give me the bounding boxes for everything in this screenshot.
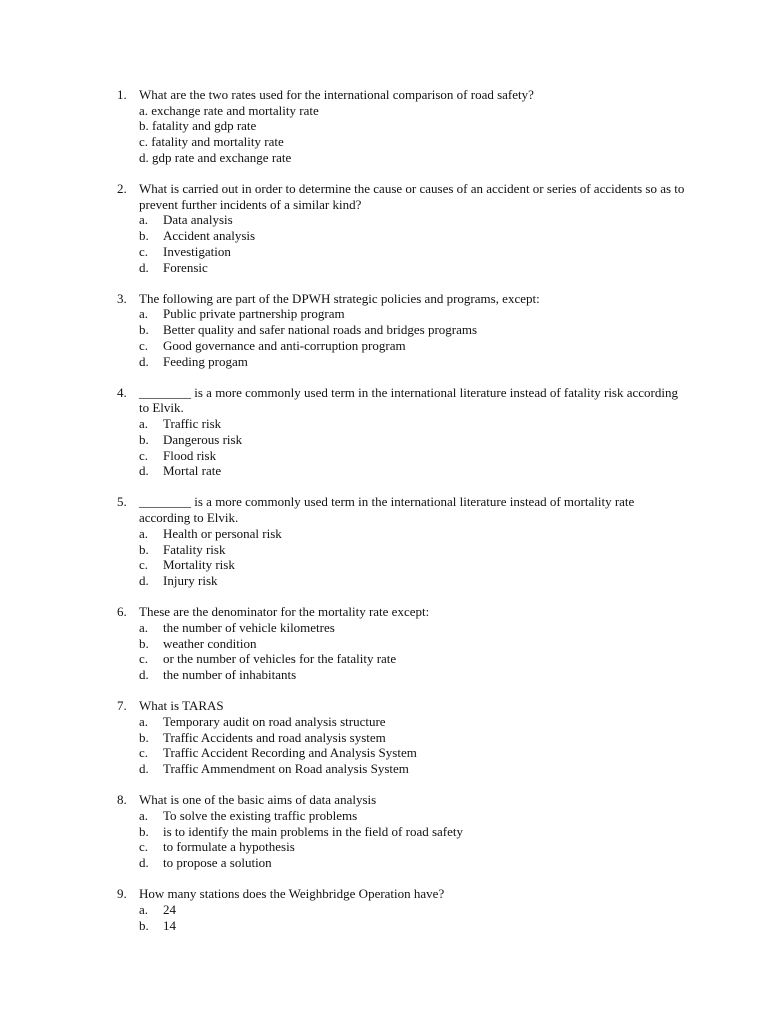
question-text: What are the two rates used for the international comparison of road safety?	[139, 87, 534, 102]
answer-option	[139, 918, 687, 934]
answer-option: d. gdp rate and exchange rate	[139, 149, 292, 165]
option-text: 14	[163, 917, 176, 933]
question-text: What is TARAS	[139, 698, 224, 714]
answer-option	[139, 667, 687, 683]
answer-option: a. exchange rate and mortality rate	[139, 102, 319, 118]
question-text: ________ is a more commonly used term in the international literature instead of mortality rate according to Elvik.	[139, 494, 635, 526]
answer-options	[139, 416, 687, 479]
question-7	[117, 698, 687, 777]
option-letter: b.	[139, 635, 149, 651]
answer-option	[139, 228, 687, 244]
answer-options	[139, 103, 687, 166]
answer-option	[139, 714, 687, 730]
question-8	[117, 792, 687, 871]
question-6	[117, 604, 687, 683]
question-text: What is one of the basic aims of data analysis	[139, 792, 377, 808]
option-letter: d.	[139, 463, 149, 479]
answer-option	[139, 557, 687, 573]
option-letter: b.	[139, 541, 149, 557]
option-text: Accident analysis	[163, 228, 256, 244]
answer-option	[139, 730, 687, 746]
answer-option	[139, 354, 687, 370]
question-5	[117, 494, 687, 588]
option-letter: d.	[139, 353, 149, 369]
option-letter: c.	[139, 651, 149, 667]
option-text: weather condition	[163, 635, 257, 651]
question-text: The following are part of the DPWH strategic policies and programs, except:	[139, 290, 540, 306]
question-number: 2.	[117, 181, 127, 197]
question-4	[117, 385, 687, 479]
answer-option	[139, 416, 687, 432]
option-letter: a.	[139, 416, 149, 432]
answer-option	[139, 620, 687, 636]
answer-options	[139, 526, 687, 589]
answer-options	[139, 620, 687, 683]
option-text: the number of vehicle kilometres	[163, 619, 335, 635]
option-letter: b.	[139, 917, 149, 933]
option-text: the number of inhabitants	[163, 667, 297, 682]
option-text: Better quality and safer national roads and bridges programs	[163, 322, 478, 338]
answer-option	[139, 542, 687, 558]
answer-option	[139, 839, 687, 855]
option-letter: b.	[139, 431, 149, 447]
answer-option	[139, 745, 687, 761]
question-number: 4.	[117, 384, 127, 400]
option-letter: a.	[139, 807, 149, 823]
option-text: Mortal rate	[163, 463, 222, 479]
option-letter: a.	[139, 901, 149, 917]
answer-option	[139, 244, 687, 260]
option-text: to propose a solution	[163, 855, 272, 871]
question-2	[117, 181, 687, 275]
option-text: or the number of vehicles for the fatality rate	[163, 651, 397, 667]
question-list	[117, 87, 687, 949]
answer-option	[139, 902, 687, 918]
option-letter: b.	[139, 823, 149, 839]
option-text: Traffic risk	[163, 416, 222, 432]
option-text: Investigation	[163, 243, 231, 259]
answer-options	[139, 306, 687, 369]
option-letter: d.	[139, 572, 149, 588]
option-letter: c.	[139, 337, 149, 353]
option-text: Mortality risk	[163, 557, 235, 573]
option-text: Dangerous risk	[163, 431, 243, 447]
option-text: Feeding progam	[163, 353, 248, 369]
option-text: Traffic Accident Recording and Analysis System	[163, 745, 417, 761]
answer-option	[139, 212, 687, 228]
question-text: These are the denominator for the mortality rate except:	[139, 604, 430, 620]
answer-option: b. fatality and gdp rate	[139, 118, 257, 134]
option-letter: d.	[139, 761, 149, 777]
answer-option	[139, 463, 687, 479]
option-letter: b.	[139, 322, 149, 338]
option-letter: d.	[139, 855, 149, 871]
question-text: ________ is a more commonly used term in the international literature instead of fatality risk according to Elvik.	[139, 384, 678, 416]
option-letter: c.	[139, 557, 149, 573]
answer-options	[139, 808, 687, 871]
answer-options	[139, 212, 687, 275]
question-3	[117, 291, 687, 370]
option-text: Traffic Ammendment on Road analysis System	[163, 761, 409, 777]
option-text: Public private partnership program	[163, 306, 345, 322]
answer-option	[139, 761, 687, 777]
option-letter: c.	[139, 745, 149, 761]
question-number: 6.	[117, 604, 127, 620]
option-text: Flood risk	[163, 447, 217, 463]
option-text: Traffic Accidents and road analysis system	[163, 729, 386, 745]
question-number: 8.	[117, 792, 127, 808]
answer-option: c. fatality and mortality rate	[139, 134, 284, 150]
option-text: 24	[163, 901, 176, 917]
option-letter: d.	[139, 259, 149, 275]
answer-option	[139, 855, 687, 871]
answer-options	[139, 714, 687, 777]
option-text: Forensic	[163, 259, 208, 275]
question-text: How many stations does the Weighbridge Operation have?	[139, 886, 445, 902]
option-letter: c.	[139, 447, 149, 463]
answer-option	[139, 526, 687, 542]
option-letter: b.	[139, 729, 149, 745]
answer-option	[139, 808, 687, 824]
question-number: 3.	[117, 290, 127, 306]
answer-option	[139, 260, 687, 276]
answer-option	[139, 636, 687, 652]
answer-option	[139, 338, 687, 354]
answer-option	[139, 651, 687, 667]
option-text: Data analysis	[163, 212, 233, 228]
question-1	[117, 87, 687, 166]
answer-options	[139, 902, 687, 933]
answer-option	[139, 448, 687, 464]
option-letter: a.	[139, 525, 149, 541]
option-text: Injury risk	[163, 572, 218, 588]
option-letter: b.	[139, 228, 149, 244]
question-number: 9.	[117, 886, 127, 902]
option-letter: d.	[139, 667, 149, 682]
question-number: 7.	[117, 698, 127, 714]
option-letter: a.	[139, 619, 149, 635]
option-text: is to identify the main problems in the field of road safety	[163, 823, 464, 839]
question-text: What is carried out in order to determine the cause or causes of an accident or series of accidents so as to prevent further incidents of a similar kind?	[139, 181, 685, 212]
option-text: Fatality risk	[163, 541, 226, 557]
option-text: to formulate a hypothesis	[163, 839, 295, 855]
option-letter: a.	[139, 306, 149, 322]
option-letter: a.	[139, 713, 149, 729]
answer-option	[139, 824, 687, 840]
option-letter: a.	[139, 212, 149, 228]
answer-option	[139, 432, 687, 448]
question-number: 5.	[117, 494, 127, 510]
question-9	[117, 886, 687, 933]
option-text: Good governance and anti-corruption program	[163, 337, 406, 353]
option-text: Health or personal risk	[163, 525, 282, 541]
option-text: To solve the existing traffic problems	[163, 807, 358, 823]
answer-option	[139, 306, 687, 322]
question-number: 1.	[117, 87, 127, 102]
option-letter: c.	[139, 243, 149, 259]
answer-option	[139, 322, 687, 338]
answer-option	[139, 573, 687, 589]
option-text: Temporary audit on road analysis structure	[163, 713, 386, 729]
option-letter: c.	[139, 839, 149, 855]
